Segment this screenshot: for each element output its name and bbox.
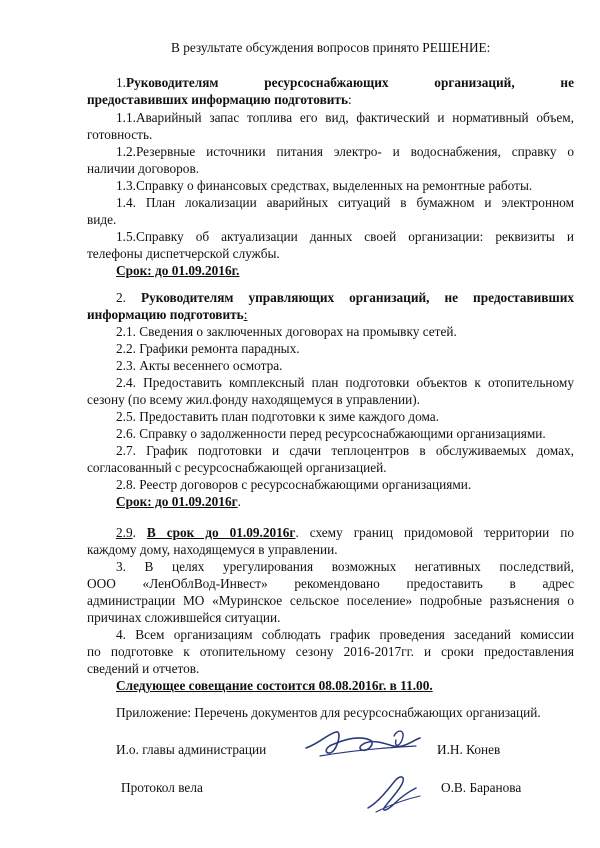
item-3-line-3: администрации МО «Муринское сельское поселение» подробные разъяснения о — [87, 593, 574, 608]
item-1-5-line-2: телефоны диспетчерской службы. — [87, 246, 280, 261]
appendix: Приложение: Перечень документов для ресурсоснабжающих организаций. — [116, 705, 541, 720]
item-2-9-number: 2.9 — [116, 525, 133, 540]
item-1-4-line-1: 1.4. План локализации аварийных ситуаций в бумажном и электронном — [116, 195, 574, 210]
section-2-heading-colon: : — [243, 307, 248, 322]
section-1-heading-a: Руководителям ресурсоснабжающих организаций, не — [125, 75, 574, 90]
section-2-heading-line-1 — [116, 289, 574, 306]
item-2-6: 2.6. Справку о задолженности перед ресурсоснабжающими организациями. — [116, 426, 546, 441]
section-1-heading-line-2 — [87, 91, 352, 108]
item-2-2: 2.2. Графики ремонта парадных. — [116, 341, 300, 356]
item-2-3: 2.3. Акты весеннего осмотра. — [116, 358, 283, 373]
section-2-number: 2. — [116, 290, 126, 305]
signatory-role-2: Протокол вела — [121, 780, 203, 795]
item-2-1: 2.1. Сведения о заключенных договорах на промывку сетей. — [116, 324, 457, 339]
item-1-2-line-2: наличии договоров. — [87, 161, 200, 176]
item-2-9-deadline: В срок до 01.09.2016г — [146, 525, 296, 540]
item-2-9-line-2: каждому дому, находящемуся в управлении. — [87, 542, 338, 557]
item-3-line-2: ООО «ЛенОблВод-Инвест» рекомендовано предоставить в адрес — [87, 576, 574, 591]
item-2-4-line-2: сезону (по всему жил.фонду находящемуся в управлении). — [87, 392, 420, 407]
signature-1 — [298, 718, 428, 768]
item-1-1-line-1: 1.1.Аварийный запас топлива его вид, фактический и нормативный объем, — [116, 110, 574, 125]
next-meeting: Следующее совещание состоится 08.08.2016г. в 11.00. — [116, 678, 433, 693]
item-1-3: 1.3.Справку о финансовых средствах, выделенных на ремонтные работы. — [116, 178, 533, 193]
item-2-7-line-2: согласованный с ресурсоснабжающей организацией. — [87, 460, 387, 475]
item-2-9-dot: . — [132, 525, 136, 540]
section-1-heading-b: предоставивших информацию подготовить — [87, 92, 348, 107]
section-1-deadline: Срок: до 01.09.2016г. — [116, 263, 240, 278]
signatory-role-1: И.о. главы администрации — [116, 742, 267, 757]
signature-1-loop — [394, 731, 403, 745]
section-1-number: 1. — [116, 75, 126, 90]
decision-title: В результате обсуждения вопросов принято РЕШЕНИЕ: — [171, 40, 491, 55]
signature-1-underline — [320, 746, 416, 756]
item-3-line-4: причинах сложившейся ситуации. — [87, 610, 281, 625]
item-1-4-line-2: виде. — [87, 212, 117, 227]
item-4-line-3: сведений и отчетов. — [87, 661, 200, 676]
item-2-7-line-1: 2.7. График подготовки и сдачи теплоцентров в обслуживаемых домах, — [116, 443, 574, 458]
section-1-heading-line-1 — [116, 74, 574, 91]
item-1-5-line-1: 1.5.Справку об актуализации данных своей организации: реквизиты и — [116, 229, 574, 244]
item-2-8: 2.8. Реестр договоров с ресурсоснабжающими организациями. — [116, 477, 472, 492]
signatory-name-2: О.В. Баранова — [441, 780, 522, 795]
item-2-9-line-1 — [116, 524, 574, 541]
item-2-5: 2.5. Предоставить план подготовки к зиме каждого дома. — [116, 409, 440, 424]
item-4-line-1: 4. Всем организациям соблюдать график проведения заседаний комиссии — [116, 627, 574, 642]
item-2-4-line-1: 2.4. Предоставить комплексный план подготовки объектов к отопительному — [116, 375, 574, 390]
signatory-name-1: И.Н. Конев — [437, 742, 501, 757]
item-1-1-line-2: готовность. — [87, 127, 153, 142]
item-4-line-2: по подготовке к отопительному сезону 2016-2017гг. и сроки предоставления — [87, 644, 574, 659]
section-2-deadline — [116, 493, 241, 510]
section-2-heading-line-2 — [87, 306, 247, 323]
section-2-deadline-text: Срок: до 01.09.2016г — [116, 494, 238, 509]
item-1-2-line-1: 1.2.Резервные источники питания электро- и водоснабжения, справку о — [116, 144, 574, 159]
section-1-heading-colon: : — [347, 92, 352, 107]
item-3-line-1: 3. В целях урегулирования возможных негативных последствий, — [116, 559, 574, 574]
signature-2 — [358, 768, 428, 818]
section-2-heading-b: информацию подготовить — [87, 307, 244, 322]
section-2-deadline-dot: . — [237, 494, 241, 509]
section-2-heading-a: Руководителям управляющих организаций, не предоставивших — [140, 290, 575, 305]
signature-2-tail — [376, 796, 420, 812]
item-2-9-text: . схему границ придомовой территории по — [295, 525, 574, 540]
